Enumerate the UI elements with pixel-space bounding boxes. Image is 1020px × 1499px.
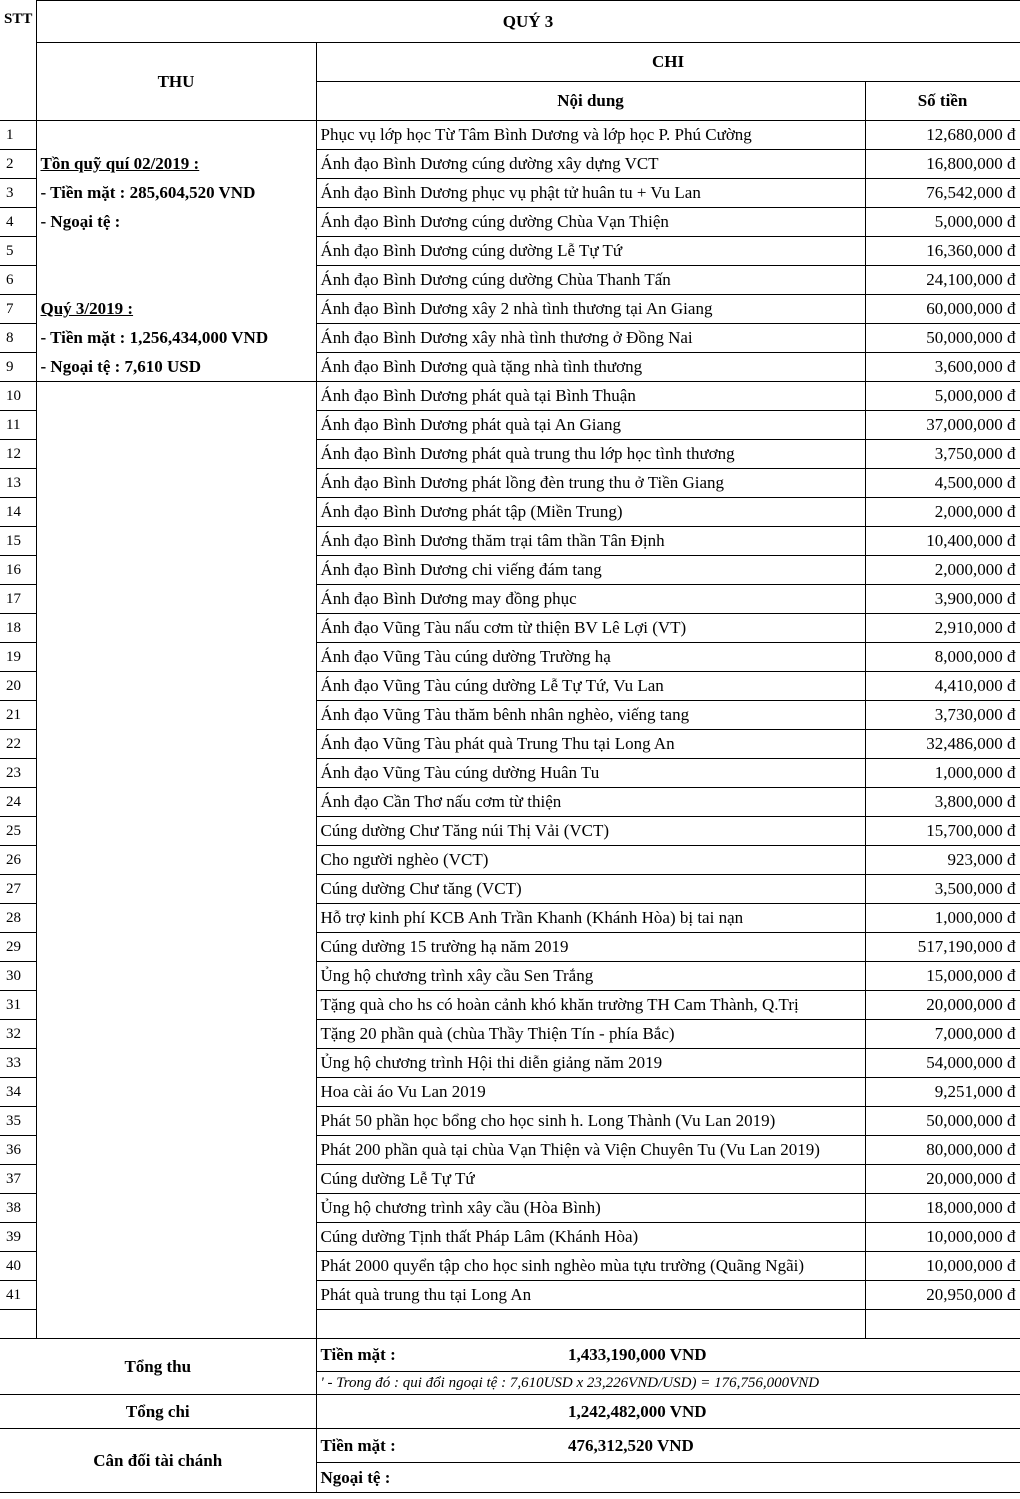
tong-thu-value: 1,433,190,000 VND xyxy=(564,1339,1020,1372)
row-stt: 20 xyxy=(0,672,36,701)
row-amount: 20,950,000 đ xyxy=(865,1281,1020,1310)
thu-header: THU xyxy=(36,43,316,121)
row-amount: 5,000,000 đ xyxy=(865,208,1020,237)
row-amount: 2,000,000 đ xyxy=(865,556,1020,585)
row-stt: 39 xyxy=(0,1223,36,1252)
row-content: Ánh đạo Bình Dương phát quà trung thu lớp học tình thương xyxy=(316,440,865,469)
row-content: Ủng hộ chương trình xây cầu (Hòa Bình) xyxy=(316,1194,865,1223)
row-amount: 32,486,000 đ xyxy=(865,730,1020,759)
row-content: Ánh đạo Vũng Tàu phát quà Trung Thu tại Long An xyxy=(316,730,865,759)
row-content: Ủng hộ chương trình xây cầu Sen Trắng xyxy=(316,962,865,991)
so-tien-header: Số tiền xyxy=(865,82,1020,121)
row-content: Ánh đạo Vũng Tàu thăm bênh nhân nghèo, viếng tang xyxy=(316,701,865,730)
row-content: Ánh đạo Bình Dương xây nhà tình thương ở Đồng Nai xyxy=(316,324,865,353)
row-stt: 27 xyxy=(0,875,36,904)
row-amount: 15,000,000 đ xyxy=(865,962,1020,991)
row-stt: 21 xyxy=(0,701,36,730)
row-content: Phát quà trung thu tại Long An xyxy=(316,1281,865,1310)
row-stt: 34 xyxy=(0,1078,36,1107)
row-content: Cúng dường Lễ Tự Tứ xyxy=(316,1165,865,1194)
thu-line: - Ngoại tệ : xyxy=(36,208,316,237)
row-stt: 7 xyxy=(0,295,36,324)
row-amount: 923,000 đ xyxy=(865,846,1020,875)
row-content: Ánh đạo Vũng Tàu cúng dường Lễ Tự Tứ, Vu Lan xyxy=(316,672,865,701)
can-doi-tien-mat-value: 476,312,520 VND xyxy=(564,1429,1020,1463)
row-amount: 1,000,000 đ xyxy=(865,904,1020,933)
row-content: Phát 2000 quyển tập cho học sinh nghèo mùa tựu trường (Quãng Ngãi) xyxy=(316,1252,865,1281)
thu-line xyxy=(36,121,316,150)
row-amount: 37,000,000 đ xyxy=(865,411,1020,440)
row-amount: 18,000,000 đ xyxy=(865,1194,1020,1223)
row-amount: 3,800,000 đ xyxy=(865,788,1020,817)
row-content: Ủng hộ chương trình Hội thi diễn giảng năm 2019 xyxy=(316,1049,865,1078)
row-content: Ánh đạo Bình Dương may đồng phục xyxy=(316,585,865,614)
row-amount: 3,500,000 đ xyxy=(865,875,1020,904)
row-content: Ánh đạo Bình Dương phát lồng đèn trung thu ở Tiền Giang xyxy=(316,469,865,498)
row-content: Ánh đạo Vũng Tàu nấu cơm từ thiện BV Lê Lợi (VT) xyxy=(316,614,865,643)
row-content: Cúng dường 15 trường hạ năm 2019 xyxy=(316,933,865,962)
row-stt: 24 xyxy=(0,788,36,817)
table-row xyxy=(0,324,1020,353)
row-content: Cho người nghèo (VCT) xyxy=(316,846,865,875)
row-stt: 15 xyxy=(0,527,36,556)
row-content: Ánh đạo Bình Dương cúng dường Chùa Vạn Thiện xyxy=(316,208,865,237)
row-stt: 23 xyxy=(0,759,36,788)
row-stt: 40 xyxy=(0,1252,36,1281)
row-content: Tặng 20 phần quà (chùa Thầy Thiện Tín - phía Bắc) xyxy=(316,1020,865,1049)
row-content: Cúng dường Chư tăng (VCT) xyxy=(316,875,865,904)
thu-line: - Tiền mặt : 285,604,520 VND xyxy=(36,179,316,208)
row-content: Ánh đạo Bình Dương cúng dường xây dựng VCT xyxy=(316,150,865,179)
row-amount: 20,000,000 đ xyxy=(865,991,1020,1020)
row-stt: 28 xyxy=(0,904,36,933)
row-amount: 20,000,000 đ xyxy=(865,1165,1020,1194)
row-stt: 8 xyxy=(0,324,36,353)
row-amount: 1,000,000 đ xyxy=(865,759,1020,788)
table-row xyxy=(0,121,1020,150)
row-content: Ánh đạo Bình Dương cúng dường Lễ Tự Tứ xyxy=(316,237,865,266)
tong-thu-label: Tổng thu xyxy=(0,1339,316,1395)
tong-thu-tien-mat-label: Tiền mặt : xyxy=(316,1339,564,1372)
row-stt: 22 xyxy=(0,730,36,759)
row-amount: 16,800,000 đ xyxy=(865,150,1020,179)
thu-line: Quý 3/2019 : xyxy=(36,295,316,324)
row-amount: 2,000,000 đ xyxy=(865,498,1020,527)
can-doi-tien-mat-label: Tiền mặt : xyxy=(316,1429,564,1463)
row-amount: 12,680,000 đ xyxy=(865,121,1020,150)
row-stt: 25 xyxy=(0,817,36,846)
row-content: Ánh đạo Bình Dương quà tặng nhà tình thương xyxy=(316,353,865,382)
table-row xyxy=(0,382,1020,411)
summary-table xyxy=(0,1338,1020,1493)
row-amount: 80,000,000 đ xyxy=(865,1136,1020,1165)
table-row xyxy=(0,179,1020,208)
table-row xyxy=(0,237,1020,266)
thu-line: Tồn quỹ quí 02/2019 : xyxy=(36,150,316,179)
row-stt: 33 xyxy=(0,1049,36,1078)
thu-blank xyxy=(36,382,316,1339)
blank-cell xyxy=(0,1310,36,1339)
row-amount: 10,000,000 đ xyxy=(865,1252,1020,1281)
row-stt: 9 xyxy=(0,353,36,382)
row-stt: 29 xyxy=(0,933,36,962)
row-amount: 4,410,000 đ xyxy=(865,672,1020,701)
row-stt: 2 xyxy=(0,150,36,179)
row-stt: 41 xyxy=(0,1281,36,1310)
row-content: Ánh đạo Bình Dương phát quà tại Bình Thuận xyxy=(316,382,865,411)
row-amount: 10,000,000 đ xyxy=(865,1223,1020,1252)
tong-chi-blank xyxy=(316,1395,564,1429)
row-content: Ánh đạo Bình Dương chi viếng đám tang xyxy=(316,556,865,585)
row-content: Hoa cài áo Vu Lan 2019 xyxy=(316,1078,865,1107)
row-amount: 3,750,000 đ xyxy=(865,440,1020,469)
row-amount: 4,500,000 đ xyxy=(865,469,1020,498)
row-stt: 6 xyxy=(0,266,36,295)
thu-line xyxy=(36,266,316,295)
row-stt: 3 xyxy=(0,179,36,208)
row-stt: 38 xyxy=(0,1194,36,1223)
row-content: Ánh đạo Bình Dương cúng dường Chùa Thanh Tấn xyxy=(316,266,865,295)
chi-header: CHI xyxy=(316,43,1020,82)
row-amount: 54,000,000 đ xyxy=(865,1049,1020,1078)
row-amount: 3,900,000 đ xyxy=(865,585,1020,614)
row-amount: 50,000,000 đ xyxy=(865,1107,1020,1136)
tong-chi-label: Tổng chi xyxy=(0,1395,316,1429)
row-content: Ánh đạo Bình Dương phục vụ phật tử huân tu + Vu Lan xyxy=(316,179,865,208)
row-content: Ánh đạo Vũng Tàu cúng dường Trường hạ xyxy=(316,643,865,672)
row-stt: 36 xyxy=(0,1136,36,1165)
row-stt: 17 xyxy=(0,585,36,614)
row-content: Hỗ trợ kinh phí KCB Anh Trần Khanh (Khánh Hòa) bị tai nạn xyxy=(316,904,865,933)
row-stt: 32 xyxy=(0,1020,36,1049)
row-stt: 37 xyxy=(0,1165,36,1194)
row-stt: 10 xyxy=(0,382,36,411)
row-amount: 15,700,000 đ xyxy=(865,817,1020,846)
table-row xyxy=(0,353,1020,382)
row-stt: 30 xyxy=(0,962,36,991)
row-content: Phát 200 phần quà tại chùa Vạn Thiện và Viện Chuyên Tu (Vu Lan 2019) xyxy=(316,1136,865,1165)
row-amount: 3,730,000 đ xyxy=(865,701,1020,730)
row-stt: 5 xyxy=(0,237,36,266)
row-content: Ánh đạo Bình Dương xây 2 nhà tình thương tại An Giang xyxy=(316,295,865,324)
row-stt: 31 xyxy=(0,991,36,1020)
row-amount: 5,000,000 đ xyxy=(865,382,1020,411)
row-amount: 517,190,000 đ xyxy=(865,933,1020,962)
row-content: Cúng dường Chư Tăng núi Thị Vải (VCT) xyxy=(316,817,865,846)
row-content: Ánh đạo Bình Dương phát tập (Miền Trung) xyxy=(316,498,865,527)
row-amount: 2,910,000 đ xyxy=(865,614,1020,643)
row-content: Ánh đạo Vũng Tàu cúng dường Huân Tu xyxy=(316,759,865,788)
row-content: Phát 50 phần học bổng cho học sinh h. Long Thành (Vu Lan 2019) xyxy=(316,1107,865,1136)
tong-thu-note: ' - Trong đó : qui đổi ngoại tệ : 7,610USD x 23,226VND/USD) = 176,756,000VND xyxy=(316,1372,1020,1395)
table-row xyxy=(0,266,1020,295)
row-amount: 7,000,000 đ xyxy=(865,1020,1020,1049)
row-amount: 50,000,000 đ xyxy=(865,324,1020,353)
row-content: Tặng quà cho hs có hoàn cảnh khó khăn trường TH Cam Thành, Q.Trị xyxy=(316,991,865,1020)
row-content: Cúng dường Tịnh thất Pháp Lâm (Khánh Hòa) xyxy=(316,1223,865,1252)
thu-line: - Ngoại tệ : 7,610 USD xyxy=(36,353,316,382)
thu-line: - Tiền mặt : 1,256,434,000 VND xyxy=(36,324,316,353)
row-amount: 8,000,000 đ xyxy=(865,643,1020,672)
row-stt: 14 xyxy=(0,498,36,527)
row-content: Ánh đạo Bình Dương phát quà tại An Giang xyxy=(316,411,865,440)
row-content: Ánh đạo Bình Dương thăm trại tâm thần Tân Định xyxy=(316,527,865,556)
table-row xyxy=(0,150,1020,179)
row-stt: 35 xyxy=(0,1107,36,1136)
row-stt: 19 xyxy=(0,643,36,672)
can-doi-ngoai-te-label: Ngoại tệ : xyxy=(316,1463,1020,1493)
table-row xyxy=(0,295,1020,324)
tong-chi-value: 1,242,482,000 VND xyxy=(564,1395,1020,1429)
row-stt: 26 xyxy=(0,846,36,875)
row-stt: 11 xyxy=(0,411,36,440)
row-stt: 16 xyxy=(0,556,36,585)
row-stt: 12 xyxy=(0,440,36,469)
row-stt: 4 xyxy=(0,208,36,237)
can-doi-label: Cân đối tài chánh xyxy=(0,1429,316,1493)
row-content: Phục vụ lớp học Từ Tâm Bình Dương và lớp học P. Phú Cường xyxy=(316,121,865,150)
blank-cell xyxy=(865,1310,1020,1339)
row-amount: 76,542,000 đ xyxy=(865,179,1020,208)
blank-cell xyxy=(316,1310,865,1339)
thu-line xyxy=(36,237,316,266)
stt-header: STT xyxy=(0,1,36,121)
row-stt: 18 xyxy=(0,614,36,643)
row-amount: 60,000,000 đ xyxy=(865,295,1020,324)
row-stt: 1 xyxy=(0,121,36,150)
row-amount: 16,360,000 đ xyxy=(865,237,1020,266)
row-stt: 13 xyxy=(0,469,36,498)
row-amount: 24,100,000 đ xyxy=(865,266,1020,295)
noi-dung-header: Nội dung xyxy=(316,82,865,121)
table-row xyxy=(0,208,1020,237)
row-amount: 3,600,000 đ xyxy=(865,353,1020,382)
row-amount: 10,400,000 đ xyxy=(865,527,1020,556)
row-content: Ánh đạo Cần Thơ nấu cơm từ thiện xyxy=(316,788,865,817)
row-amount: 9,251,000 đ xyxy=(865,1078,1020,1107)
quarter-title: QUÝ 3 xyxy=(36,1,1020,43)
